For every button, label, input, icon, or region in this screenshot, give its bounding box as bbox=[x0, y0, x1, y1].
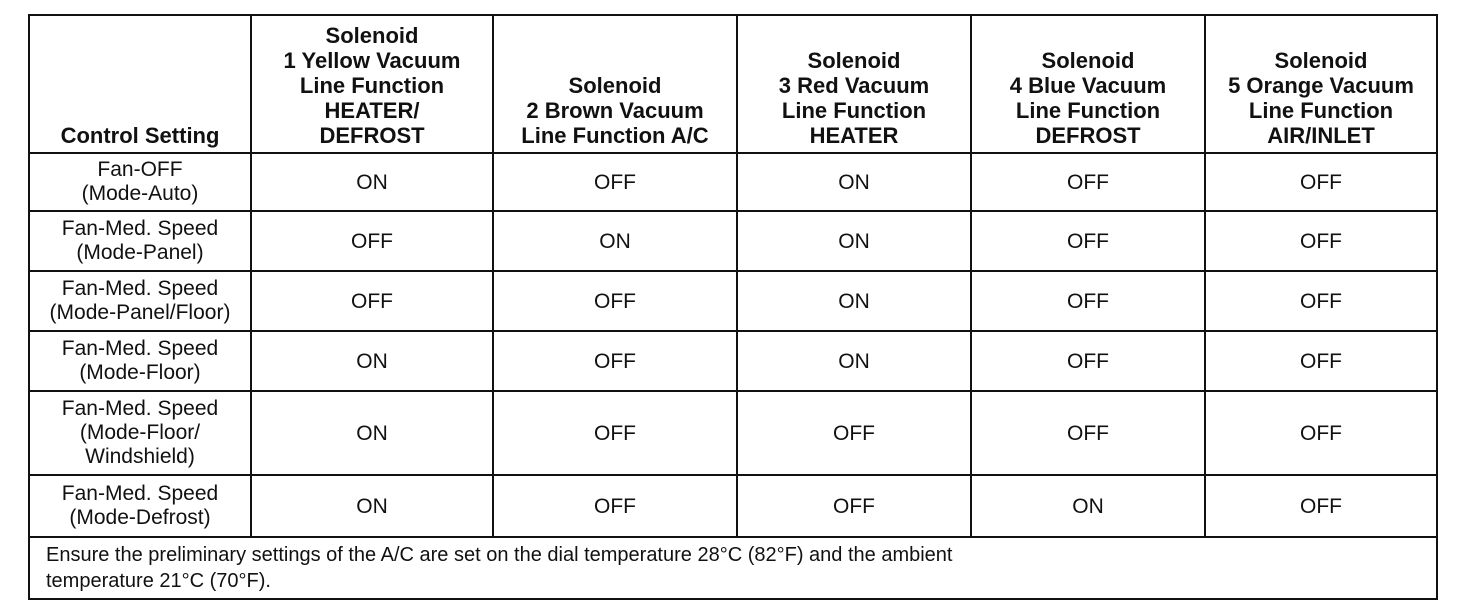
note-row bbox=[29, 537, 1437, 599]
state-cell-solenoid-3: ON bbox=[737, 331, 971, 391]
table-row bbox=[29, 475, 1437, 537]
header-line: Solenoid bbox=[1041, 48, 1135, 73]
header-line: DEFROST bbox=[1035, 123, 1141, 148]
state-cell-solenoid-3: OFF bbox=[737, 391, 971, 475]
header-solenoid-5 bbox=[1205, 15, 1437, 153]
control-setting-line: (Mode-Panel/Floor) bbox=[49, 301, 231, 324]
control-setting-line: Fan-Med. Speed bbox=[61, 482, 219, 505]
note-line: temperature 21°C (70°F). bbox=[46, 570, 271, 592]
state-cell-solenoid-4: OFF bbox=[971, 211, 1205, 271]
control-setting-line: Windshield) bbox=[85, 445, 195, 468]
state-cell-solenoid-2: OFF bbox=[493, 153, 737, 211]
state-cell-solenoid-1: ON bbox=[251, 391, 493, 475]
header-line: AIR/INLET bbox=[1267, 123, 1375, 148]
header-line: Line Function bbox=[1248, 98, 1394, 123]
control-setting-cell bbox=[29, 153, 251, 211]
header-line: 3 Red Vacuum bbox=[778, 73, 930, 98]
state-cell-solenoid-1: ON bbox=[251, 331, 493, 391]
note-text bbox=[29, 537, 1437, 599]
state-cell-solenoid-4: ON bbox=[971, 475, 1205, 537]
control-setting-line: (Mode-Floor) bbox=[79, 361, 201, 384]
state-cell-solenoid-4: OFF bbox=[971, 271, 1205, 331]
control-setting-line: Fan-OFF bbox=[97, 158, 183, 181]
header-line: Line Function bbox=[1015, 98, 1161, 123]
state-cell-solenoid-1: OFF bbox=[251, 271, 493, 331]
header-line: HEATER/ bbox=[324, 98, 420, 123]
control-setting-line: (Mode-Defrost) bbox=[69, 506, 211, 529]
header-solenoid-3 bbox=[737, 15, 971, 153]
header-solenoid-2 bbox=[493, 15, 737, 153]
state-cell-solenoid-4: OFF bbox=[971, 331, 1205, 391]
table-body bbox=[29, 153, 1437, 537]
table-row bbox=[29, 153, 1437, 211]
header-line: Line Function bbox=[781, 98, 927, 123]
control-setting-line: Fan-Med. Speed bbox=[61, 217, 219, 240]
state-cell-solenoid-2: OFF bbox=[493, 391, 737, 475]
state-cell-solenoid-5: OFF bbox=[1205, 475, 1437, 537]
state-cell-solenoid-1: ON bbox=[251, 475, 493, 537]
header-line: HEATER bbox=[809, 123, 899, 148]
header-control-setting bbox=[29, 15, 251, 153]
state-cell-solenoid-5: OFF bbox=[1205, 211, 1437, 271]
header-line: Line Function bbox=[299, 73, 445, 98]
header-row bbox=[29, 15, 1437, 153]
state-cell-solenoid-3: ON bbox=[737, 153, 971, 211]
header-solenoid-1 bbox=[251, 15, 493, 153]
control-setting-line: Fan-Med. Speed bbox=[61, 337, 219, 360]
control-setting-cell bbox=[29, 211, 251, 271]
control-setting-line: Fan-Med. Speed bbox=[61, 277, 219, 300]
header-line: Line Function A/C bbox=[521, 123, 709, 148]
table-row bbox=[29, 331, 1437, 391]
control-setting-line: (Mode-Auto) bbox=[81, 182, 199, 205]
control-setting-cell bbox=[29, 475, 251, 537]
control-setting-line: Fan-Med. Speed bbox=[61, 397, 219, 420]
header-line: Solenoid bbox=[1274, 48, 1368, 73]
state-cell-solenoid-2: ON bbox=[493, 211, 737, 271]
state-cell-solenoid-2: OFF bbox=[493, 331, 737, 391]
note-line: Ensure the preliminary settings of the A/C are set on the dial temperature 28°C (82°F) and the ambient bbox=[46, 544, 953, 566]
state-cell-solenoid-5: OFF bbox=[1205, 331, 1437, 391]
control-setting-cell bbox=[29, 331, 251, 391]
control-setting-cell bbox=[29, 391, 251, 475]
state-cell-solenoid-1: ON bbox=[251, 153, 493, 211]
state-cell-solenoid-3: OFF bbox=[737, 475, 971, 537]
header-line: Solenoid bbox=[325, 23, 419, 48]
state-cell-solenoid-4: OFF bbox=[971, 153, 1205, 211]
header-line: 5 Orange Vacuum bbox=[1228, 73, 1414, 98]
header-line: Solenoid bbox=[807, 48, 901, 73]
header-line: Solenoid bbox=[568, 73, 662, 98]
state-cell-solenoid-2: OFF bbox=[493, 475, 737, 537]
state-cell-solenoid-5: OFF bbox=[1205, 391, 1437, 475]
control-setting-cell bbox=[29, 271, 251, 331]
header-solenoid-4 bbox=[971, 15, 1205, 153]
control-setting-line: (Mode-Floor/ bbox=[79, 421, 201, 444]
header-line: 4 Blue Vacuum bbox=[1009, 73, 1167, 98]
state-cell-solenoid-3: ON bbox=[737, 271, 971, 331]
header-line: DEFROST bbox=[319, 123, 425, 148]
state-cell-solenoid-4: OFF bbox=[971, 391, 1205, 475]
table-row bbox=[29, 391, 1437, 475]
table-row bbox=[29, 271, 1437, 331]
header-line: 1 Yellow Vacuum bbox=[283, 48, 461, 73]
solenoid-function-table bbox=[28, 14, 1438, 600]
state-cell-solenoid-5: OFF bbox=[1205, 153, 1437, 211]
table-row bbox=[29, 211, 1437, 271]
header-line: Control Setting bbox=[60, 123, 220, 148]
state-cell-solenoid-3: ON bbox=[737, 211, 971, 271]
solenoid-function-table-container bbox=[28, 14, 1436, 600]
state-cell-solenoid-2: OFF bbox=[493, 271, 737, 331]
header-line: 2 Brown Vacuum bbox=[526, 98, 704, 123]
control-setting-line: (Mode-Panel) bbox=[76, 241, 204, 264]
state-cell-solenoid-1: OFF bbox=[251, 211, 493, 271]
state-cell-solenoid-5: OFF bbox=[1205, 271, 1437, 331]
